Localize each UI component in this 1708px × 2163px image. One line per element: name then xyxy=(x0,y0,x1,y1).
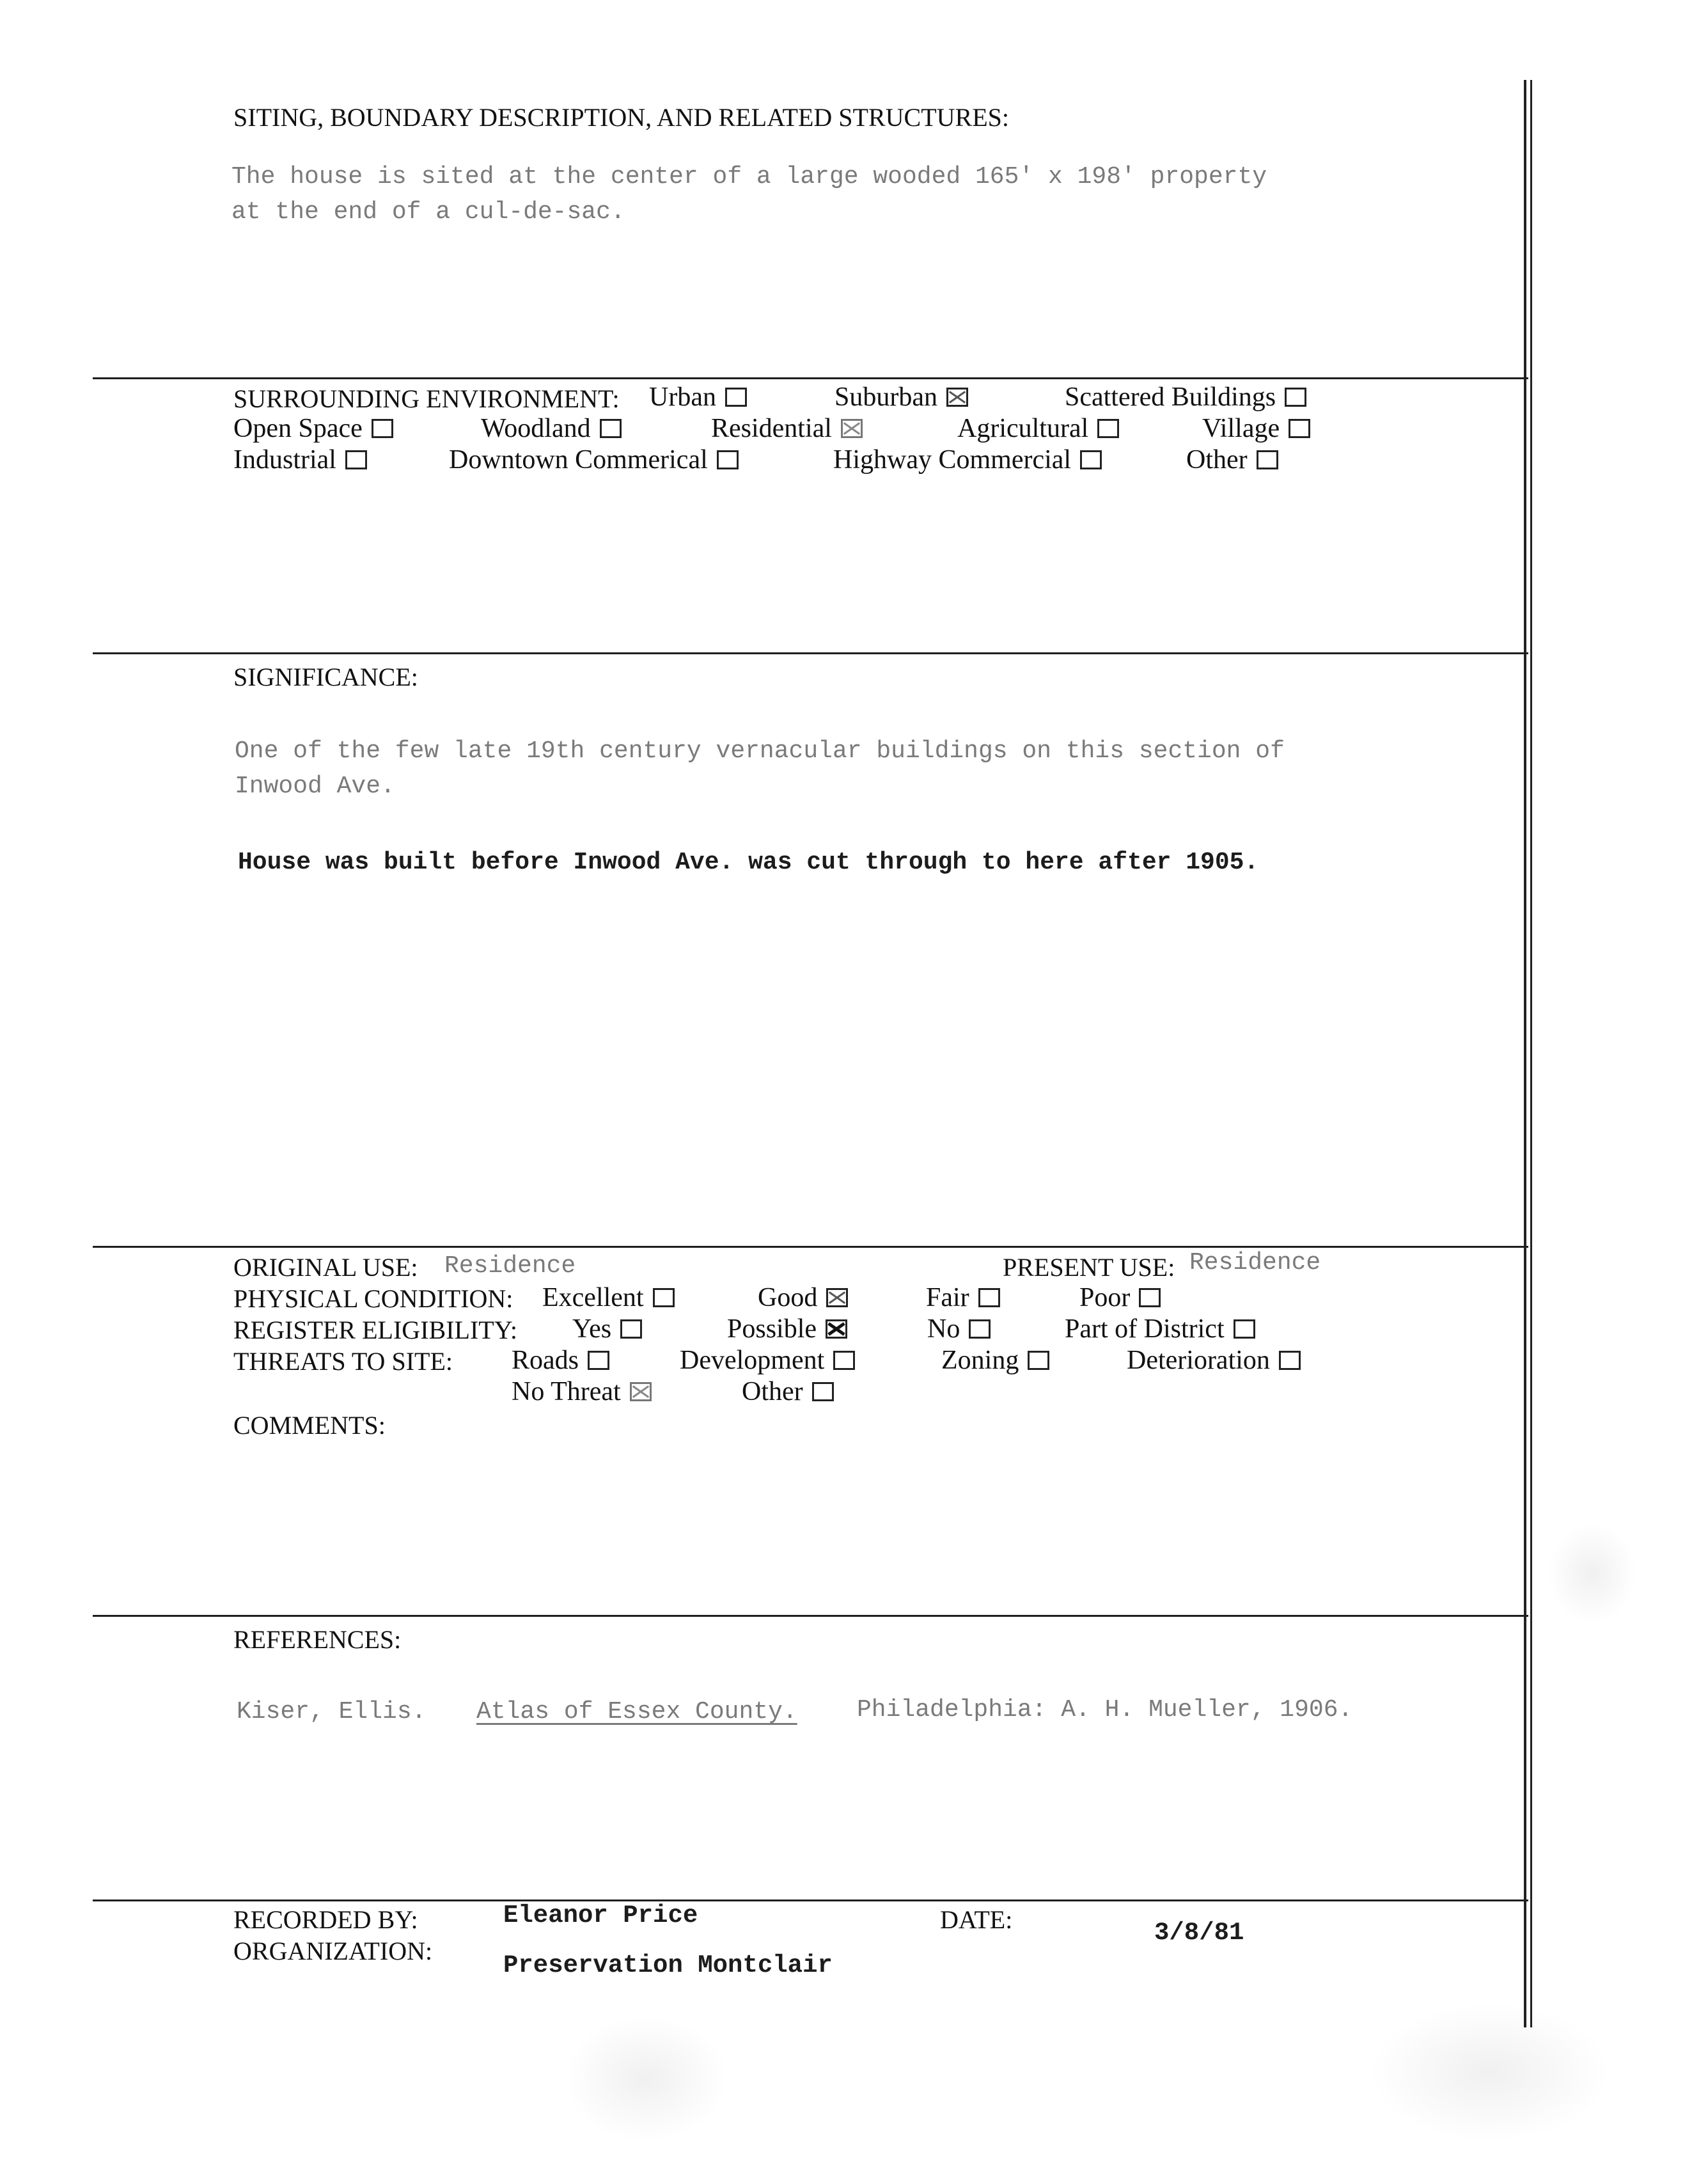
siting-heading: SITING, BOUNDARY DESCRIPTION, AND RELATED STRUCTURES: xyxy=(233,103,1010,132)
checkbox[interactable] xyxy=(725,388,747,407)
eligibility-option-no[interactable] xyxy=(927,1313,991,1345)
section-divider xyxy=(93,652,1528,654)
threat-option-deterioration[interactable] xyxy=(1127,1344,1301,1376)
condition-option-excellent[interactable] xyxy=(542,1282,675,1314)
organization-label: ORGANIZATION: xyxy=(233,1937,433,1965)
significance-text-line: One of the few late 19th century vernacular buildings on this section of xyxy=(235,737,1285,765)
checkbox[interactable] xyxy=(1080,450,1102,469)
option-label: Highway Commercial xyxy=(833,445,1072,475)
register-eligibility-label: REGISTER ELIGIBILITY: xyxy=(233,1316,518,1344)
checkbox[interactable] xyxy=(600,419,622,438)
significance-note: House was built before Inwood Ave. was cut through to here after 1905. xyxy=(238,849,1259,876)
checkbox[interactable] xyxy=(1289,419,1310,438)
original-use-label: ORIGINAL USE: xyxy=(233,1253,418,1282)
threat-option-development[interactable] xyxy=(680,1344,855,1376)
env-option-urban[interactable] xyxy=(649,381,747,413)
checkbox[interactable] xyxy=(345,450,367,469)
checkbox[interactable] xyxy=(1279,1351,1301,1370)
reference-publisher: Philadelphia: A. H. Mueller, 1906. xyxy=(857,1696,1353,1724)
condition-option-good[interactable] xyxy=(758,1282,848,1314)
option-label: Deterioration xyxy=(1127,1346,1270,1375)
recorded-by-value: Eleanor Price xyxy=(503,1901,698,1930)
option-label: Residential xyxy=(711,414,832,443)
env-option-woodland[interactable] xyxy=(481,413,622,444)
env-option-residential[interactable] xyxy=(711,413,863,444)
env-option-scattered-buildings[interactable] xyxy=(1065,381,1306,413)
checkbox-checked[interactable] xyxy=(826,1319,847,1339)
significance-text-line: Inwood Ave. xyxy=(235,773,395,800)
option-label: Downtown Commerical xyxy=(449,445,708,475)
recorded-by-label: RECORDED BY: xyxy=(233,1905,418,1934)
scan-smudge xyxy=(563,2015,729,2143)
option-label: Urban xyxy=(649,382,716,412)
siting-description-line: The house is sited at the center of a large wooded 165' x 198' property xyxy=(231,163,1267,191)
option-label: Fair xyxy=(926,1283,969,1312)
organization-value: Preservation Montclair xyxy=(503,1951,833,1979)
checkbox[interactable] xyxy=(812,1382,834,1401)
checkbox[interactable] xyxy=(1028,1351,1049,1370)
eligibility-option-yes[interactable] xyxy=(572,1313,642,1345)
threats-label: THREATS TO SITE: xyxy=(233,1347,453,1376)
option-label: Roads xyxy=(512,1346,579,1375)
option-label: No xyxy=(927,1314,960,1344)
present-use-label: PRESENT USE: xyxy=(1003,1253,1175,1282)
option-label: Part of District xyxy=(1065,1314,1225,1344)
checkbox[interactable] xyxy=(588,1351,609,1370)
env-option-downtown-commercial[interactable] xyxy=(449,444,739,476)
checkbox[interactable] xyxy=(372,419,393,438)
checkbox[interactable] xyxy=(969,1319,991,1339)
checkbox[interactable] xyxy=(1097,419,1119,438)
significance-heading: SIGNIFICANCE: xyxy=(233,663,418,691)
checkbox[interactable] xyxy=(1257,450,1278,469)
checkbox[interactable] xyxy=(653,1288,675,1307)
comments-label: COMMENTS: xyxy=(233,1411,386,1440)
checkbox[interactable] xyxy=(1285,388,1306,407)
option-label: Other xyxy=(1186,445,1248,475)
option-label: Suburban xyxy=(834,382,937,412)
option-label: Other xyxy=(742,1377,803,1406)
env-option-suburban[interactable] xyxy=(834,381,968,413)
scan-smudge xyxy=(1368,2002,1611,2143)
env-option-highway-commercial[interactable] xyxy=(833,444,1102,476)
option-label: No Threat xyxy=(512,1377,621,1406)
option-label: Agricultural xyxy=(957,414,1089,443)
checkbox[interactable] xyxy=(717,450,739,469)
threat-option-roads[interactable] xyxy=(512,1344,609,1376)
eligibility-option-possible[interactable] xyxy=(727,1313,847,1345)
reference-author: Kiser, Ellis. xyxy=(237,1698,427,1726)
section-divider xyxy=(93,1900,1528,1901)
condition-option-fair[interactable] xyxy=(926,1282,1000,1314)
env-option-village[interactable] xyxy=(1202,413,1310,444)
option-label: Possible xyxy=(727,1314,817,1344)
checkbox-checked[interactable] xyxy=(841,419,863,438)
checkbox[interactable] xyxy=(1234,1319,1255,1339)
references-heading: REFERENCES: xyxy=(233,1625,402,1654)
option-label: Scattered Buildings xyxy=(1065,382,1276,412)
option-label: Woodland xyxy=(481,414,591,443)
physical-condition-label: PHYSICAL CONDITION: xyxy=(233,1284,513,1313)
date-label: DATE: xyxy=(940,1905,1013,1934)
threat-option-no-threat[interactable] xyxy=(512,1376,652,1408)
right-border-line xyxy=(1524,80,1526,2027)
checkbox-checked[interactable] xyxy=(826,1288,848,1307)
eligibility-option-part-of-district[interactable] xyxy=(1065,1313,1255,1345)
right-border-line xyxy=(1530,80,1532,2027)
env-option-agricultural[interactable] xyxy=(957,413,1119,444)
checkbox[interactable] xyxy=(833,1351,855,1370)
option-label: Poor xyxy=(1079,1283,1131,1312)
checkbox-checked[interactable] xyxy=(946,388,968,407)
section-divider xyxy=(93,1615,1528,1617)
checkbox[interactable] xyxy=(620,1319,642,1339)
reference-title: Atlas of Essex County. xyxy=(476,1698,797,1726)
option-label: Development xyxy=(680,1346,825,1375)
original-use-value: Residence xyxy=(444,1252,576,1280)
checkbox[interactable] xyxy=(978,1288,1000,1307)
section-divider xyxy=(93,377,1528,379)
option-label: Good xyxy=(758,1283,818,1312)
env-option-industrial[interactable] xyxy=(233,444,367,476)
threat-option-other[interactable] xyxy=(742,1376,834,1408)
checkbox-checked[interactable] xyxy=(630,1382,652,1401)
siting-description-line: at the end of a cul-de-sac. xyxy=(231,198,625,226)
option-label: Zoning xyxy=(941,1346,1019,1375)
env-option-open-space[interactable] xyxy=(233,413,393,444)
option-label: Industrial xyxy=(233,445,336,475)
option-label: Excellent xyxy=(542,1283,644,1312)
checkbox[interactable] xyxy=(1139,1288,1161,1307)
scan-smudge xyxy=(1547,1522,1637,1624)
threat-option-zoning[interactable] xyxy=(941,1344,1049,1376)
option-label: Open Space xyxy=(233,414,363,443)
condition-option-poor[interactable] xyxy=(1079,1282,1161,1314)
environment-heading: SURROUNDING ENVIRONMENT: xyxy=(233,384,620,413)
date-value: 3/8/81 xyxy=(1154,1919,1244,1947)
option-label: Yes xyxy=(572,1314,612,1344)
present-use-value: Residence xyxy=(1189,1249,1321,1277)
env-option-other[interactable] xyxy=(1186,444,1278,476)
option-label: Village xyxy=(1202,414,1280,443)
